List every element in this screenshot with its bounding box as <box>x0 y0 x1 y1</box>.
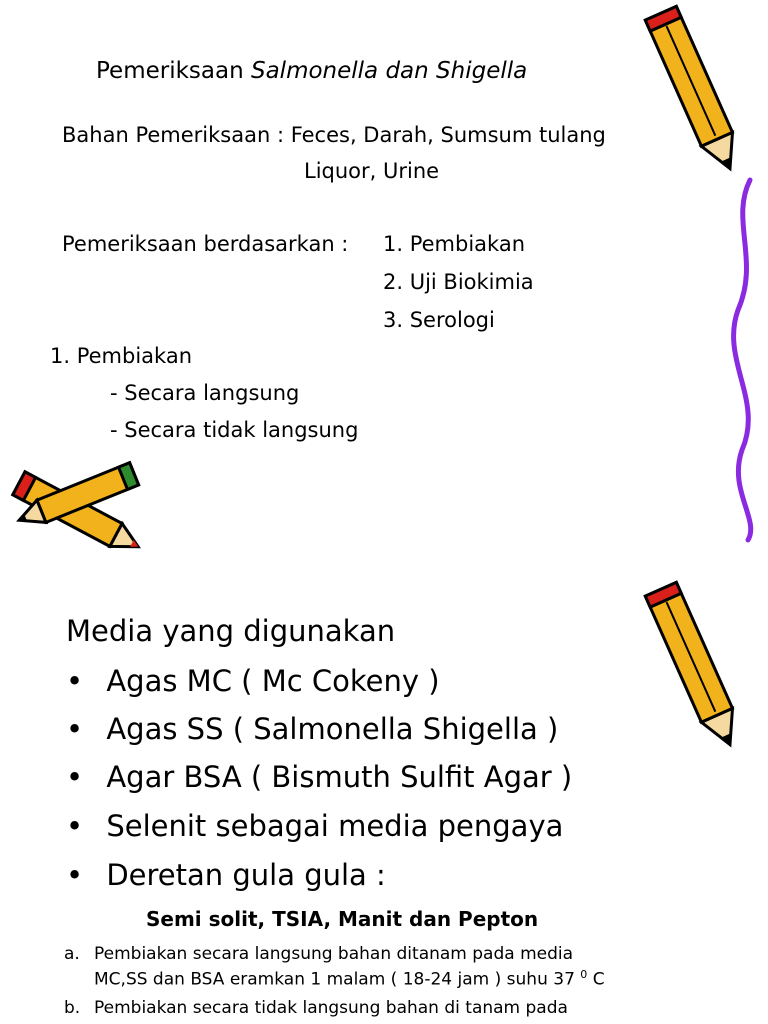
note-b-marker: b. <box>64 998 81 1018</box>
pembiakan-item-2: - Secara tidak langsung <box>110 418 359 442</box>
bullet-item: • Agar BSA ( Bismuth Sulfit Agar ) <box>66 760 573 794</box>
note-a-marker: a. <box>64 944 80 964</box>
bullet-marker: • <box>66 858 84 892</box>
pembiakan-item-1: - Secara langsung <box>110 381 300 405</box>
degree-superscript: 0 <box>580 968 588 981</box>
berdasarkan-label: Pemeriksaan berdasarkan : <box>62 232 349 256</box>
berdasarkan-item-1: 1. Pembiakan <box>383 232 526 256</box>
crossed-pencils-icon <box>0 460 160 580</box>
berdasarkan-item-2: 2. Uji Biokimia <box>383 270 534 294</box>
squiggle-decoration <box>720 180 768 540</box>
slide-1-title: Pemeriksaan Salmonella dan Shigella <box>96 58 528 84</box>
bullet-item: • Agas SS ( Salmonella Shigella ) <box>66 712 559 746</box>
note-b-line-1: Pembiakan secara tidak langsung bahan di tanam pada <box>94 998 568 1018</box>
note-a-line-1: Pembiakan secara langsung bahan ditanam pada media <box>94 944 574 964</box>
bullet-marker: • <box>66 760 84 794</box>
berdasarkan-item-3: 3. Serologi <box>383 308 495 332</box>
bullet-item: • Agas MC ( Mc Cokeny ) <box>66 664 440 698</box>
pembiakan-heading: 1. Pembiakan <box>50 344 193 368</box>
sugar-list: Semi solit, TSIA, Manit dan Pepton <box>146 907 539 931</box>
pencil-icon <box>640 576 750 756</box>
bullet-item: • Deretan gula gula : <box>66 858 386 892</box>
bahan-line-1: Bahan Pemeriksaan : Feces, Darah, Sumsum tulang <box>62 123 606 147</box>
bullet-marker: • <box>66 712 84 746</box>
pencil-icon <box>640 0 750 180</box>
bullet-marker: • <box>66 664 84 698</box>
note-a-line-2: MC,SS dan BSA eramkan 1 malam ( 18-24 jam ) suhu 37 $^0$ C <box>94 968 605 990</box>
bullet-marker: • <box>66 809 84 843</box>
bullet-item: • Selenit sebagai media pengaya <box>66 809 564 843</box>
bahan-line-2: Liquor, Urine <box>304 159 440 183</box>
media-heading: Media yang digunakan <box>66 614 396 648</box>
